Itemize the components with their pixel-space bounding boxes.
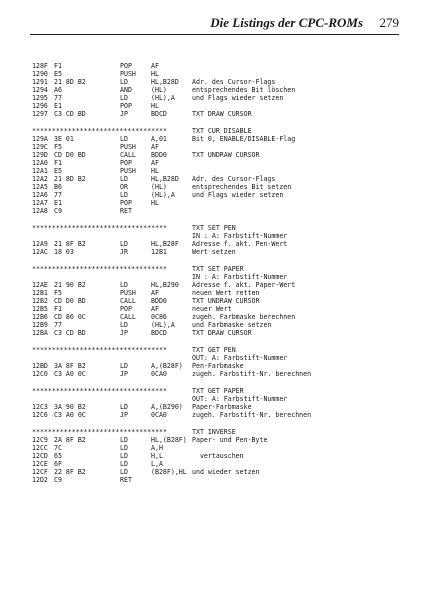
line-comment: TXT DRAW CURSOR [192, 110, 252, 118]
line-bytes: E1 [54, 102, 62, 110]
line-bytes: 21 90 B2 [54, 281, 86, 289]
routine-name: TXT GET PAPER [192, 387, 244, 395]
line-bytes: 3A 8F B2 [54, 362, 86, 370]
line-bytes: 7C [54, 444, 62, 452]
line-address: 1296 [32, 102, 48, 110]
listing-line [32, 110, 412, 118]
line-operand: HL [151, 70, 159, 78]
block-gap [32, 378, 412, 387]
separator-stars: ********************************** [32, 224, 167, 232]
line-comment: entsprechendes Bit setzen [192, 183, 292, 191]
routine-header [32, 346, 412, 354]
listing-line [32, 102, 412, 110]
line-address: 12BA [32, 329, 48, 337]
listing-line [32, 94, 412, 102]
line-comment: Paper- und Pen-Byte [192, 436, 268, 444]
routine-name: TXT GET PEN [192, 346, 236, 354]
listing-line [32, 86, 412, 94]
listing-line [32, 297, 412, 305]
line-bytes: 21 8F B2 [54, 240, 86, 248]
separator-stars: ********************************** [32, 428, 167, 436]
line-mnemonic: LD [120, 321, 128, 329]
running-title: Die Listings der CPC-ROMs [210, 15, 363, 30]
line-mnemonic: JP [120, 370, 128, 378]
line-address: 12B6 [32, 313, 48, 321]
listing-line [32, 199, 412, 207]
line-address: 12B2 [32, 297, 48, 305]
routine-name: TXT CUR DISABLE [192, 127, 252, 135]
line-mnemonic: LD [120, 444, 128, 452]
line-comment: Adresse f. akt. Paper-Wert [192, 281, 296, 289]
line-operand: AF [151, 289, 159, 297]
line-bytes: C9 [54, 476, 62, 484]
line-mnemonic: OR [120, 183, 128, 191]
line-bytes: CD 86 0C [54, 313, 86, 321]
line-operand: A,(B28F) [151, 362, 183, 370]
line-bytes: E5 [54, 70, 62, 78]
routine-info [32, 232, 412, 240]
routine-header [32, 265, 412, 273]
listing-line [32, 329, 412, 337]
line-address: 129C [32, 143, 48, 151]
listing-line [32, 175, 412, 183]
line-bytes: CD D0 BD [54, 151, 86, 159]
line-operand: BDCD [151, 329, 167, 337]
line-bytes: C3 A0 0C [54, 411, 86, 419]
listing-line [32, 151, 412, 159]
line-operand: BDD0 [151, 151, 167, 159]
listing-line [32, 321, 412, 329]
listing-line [32, 248, 412, 256]
line-operand: 12B1 [151, 248, 167, 256]
page-number: 279 [379, 15, 399, 30]
line-address: 12AC [32, 248, 48, 256]
line-mnemonic: PUSH [120, 70, 136, 78]
line-bytes: F5 [54, 143, 62, 151]
line-bytes: CD D0 BD [54, 297, 86, 305]
line-operand: BDCD [151, 110, 167, 118]
listing-line [32, 460, 412, 468]
line-bytes: 77 [54, 94, 62, 102]
assembly-listing [32, 62, 412, 484]
line-address: 12A2 [32, 175, 48, 183]
routine-header [32, 428, 412, 436]
listing-line [32, 62, 412, 70]
line-operand: HL [151, 102, 159, 110]
line-bytes: 77 [54, 321, 62, 329]
line-comment: und Flags wieder setzen [192, 191, 284, 199]
line-mnemonic: PUSH [120, 143, 136, 151]
line-mnemonic: RET [120, 207, 132, 215]
line-mnemonic: LD [120, 468, 128, 476]
line-comment: Adresse f. akt. Pen-Wert [192, 240, 288, 248]
line-mnemonic: LD [120, 281, 128, 289]
listing-line [32, 452, 412, 460]
line-comment: entsprechendes Bit löschen [192, 86, 296, 94]
line-comment: Adr. des Cursor-Flags [192, 78, 276, 86]
block-gap [32, 256, 412, 265]
line-bytes: F1 [54, 62, 62, 70]
routine-info-text: IN : A: Farbstift-Nummer [192, 273, 288, 281]
line-comment: zugeh. Farbmaske berechnen [192, 313, 296, 321]
line-bytes: 18 03 [54, 248, 74, 256]
line-operand: HL,B290 [151, 281, 179, 289]
line-comment: TXT UNDRAW CURSOR [192, 151, 260, 159]
line-comment: TXT DRAW CURSOR [192, 329, 252, 337]
listing-line [32, 191, 412, 199]
line-address: 12A0 [32, 159, 48, 167]
line-comment: Pen-Farbmaske [192, 362, 244, 370]
listing-line [32, 362, 412, 370]
line-operand: AF [151, 62, 159, 70]
listing-line [32, 403, 412, 411]
line-bytes: F1 [54, 305, 62, 313]
line-comment: Wert setzen [192, 248, 236, 256]
line-address: 12A7 [32, 199, 48, 207]
line-comment: neuer Wert [192, 305, 232, 313]
listing-line [32, 305, 412, 313]
listing-line [32, 444, 412, 452]
line-mnemonic: JR [120, 248, 128, 256]
line-address: 1294 [32, 86, 48, 94]
line-operand: (HL),A [151, 321, 175, 329]
line-address: 12A8 [32, 207, 48, 215]
line-mnemonic: JP [120, 110, 128, 118]
line-bytes: 21 8D B2 [54, 175, 86, 183]
line-comment: Paper-Farbmaske [192, 403, 252, 411]
listing-line [32, 183, 412, 191]
line-bytes: 21 8D B2 [54, 78, 86, 86]
line-mnemonic: LD [120, 135, 128, 143]
line-mnemonic: CALL [120, 151, 136, 159]
line-address: 12AE [32, 281, 48, 289]
block-gap [32, 215, 412, 224]
line-address: 12C6 [32, 411, 48, 419]
listing-line [32, 468, 412, 476]
line-address: 12A1 [32, 167, 48, 175]
listing-line [32, 313, 412, 321]
listing-line [32, 281, 412, 289]
line-mnemonic: POP [120, 62, 132, 70]
routine-name: TXT SET PAPER [192, 265, 244, 273]
routine-header [32, 224, 412, 232]
line-operand: HL,B28F [151, 240, 179, 248]
line-address: 1290 [32, 70, 48, 78]
line-bytes: F1 [54, 159, 62, 167]
line-mnemonic: JP [120, 329, 128, 337]
line-comment: Adr. des Cursor-Flags [192, 175, 276, 183]
listing-line [32, 411, 412, 419]
line-mnemonic: PUSH [120, 289, 136, 297]
separator-stars: ********************************** [32, 346, 167, 354]
line-mnemonic: LD [120, 191, 128, 199]
separator-stars: ********************************** [32, 387, 167, 395]
listing-line [32, 289, 412, 297]
listing-line [32, 207, 412, 215]
line-mnemonic: POP [120, 305, 132, 313]
line-address: 1295 [32, 94, 48, 102]
line-bytes: 77 [54, 191, 62, 199]
routine-info [32, 273, 412, 281]
separator-stars: ********************************** [32, 265, 167, 273]
line-mnemonic: LD [120, 362, 128, 370]
routine-info [32, 395, 412, 403]
line-operand: AF [151, 143, 159, 151]
line-operand: (HL) [151, 183, 167, 191]
line-address: 128F [32, 62, 48, 70]
line-comment: vertauschen [192, 452, 244, 460]
line-mnemonic: LD [120, 403, 128, 411]
block-gap [32, 419, 412, 428]
line-address: 12D2 [32, 476, 48, 484]
routine-header [32, 127, 412, 135]
line-mnemonic: LD [120, 460, 128, 468]
line-bytes: E1 [54, 199, 62, 207]
line-address: 12B1 [32, 289, 48, 297]
listing-line [32, 78, 412, 86]
line-address: 1297 [32, 110, 48, 118]
listing-line [32, 143, 412, 151]
line-address: 12C0 [32, 370, 48, 378]
line-operand: (HL) [151, 86, 167, 94]
line-address: 12CE [32, 460, 48, 468]
line-mnemonic: JP [120, 411, 128, 419]
line-comment: Bit 0, ENABLE/DISABLE-Flag [192, 135, 296, 143]
routine-name: TXT INVERSE [192, 428, 236, 436]
line-address: 12A5 [32, 183, 48, 191]
listing-line [32, 70, 412, 78]
line-bytes: 3A 90 B2 [54, 403, 86, 411]
line-address: 1291 [32, 78, 48, 86]
separator-stars: ********************************** [32, 127, 167, 135]
line-bytes: 65 [54, 452, 62, 460]
line-operand: AF [151, 159, 159, 167]
line-address: 12BD [32, 362, 48, 370]
line-bytes: C3 A0 0C [54, 370, 86, 378]
block-gap [32, 118, 412, 127]
line-operand: HL,B28D [151, 175, 179, 183]
line-operand: BDD0 [151, 297, 167, 305]
listing-line [32, 476, 412, 484]
listing-line [32, 240, 412, 248]
routine-header [32, 387, 412, 395]
routine-info [32, 354, 412, 362]
line-operand: 0C86 [151, 313, 167, 321]
listing-line [32, 167, 412, 175]
line-mnemonic: CALL [120, 313, 136, 321]
page-header [30, 14, 399, 35]
line-mnemonic: PUSH [120, 167, 136, 175]
line-bytes: 2A 8F B2 [54, 436, 86, 444]
line-bytes: 3E 01 [54, 135, 74, 143]
line-mnemonic: CALL [120, 297, 136, 305]
line-mnemonic: LD [120, 78, 128, 86]
line-mnemonic: LD [120, 240, 128, 248]
line-address: 12B5 [32, 305, 48, 313]
line-operand: L,A [151, 460, 163, 468]
line-comment: und Flags wieder setzen [192, 94, 284, 102]
line-operand: HL [151, 167, 159, 175]
listing-line [32, 159, 412, 167]
listing-line [32, 436, 412, 444]
line-operand: A,H [151, 444, 163, 452]
line-bytes: C3 CD BD [54, 110, 86, 118]
line-address: 129D [32, 151, 48, 159]
line-bytes: E5 [54, 167, 62, 175]
line-operand: (B28F),HL [151, 468, 187, 476]
line-operand: (HL),A [151, 191, 175, 199]
listing-line [32, 370, 412, 378]
line-mnemonic: LD [120, 452, 128, 460]
line-bytes: A6 [54, 86, 62, 94]
line-mnemonic: POP [120, 199, 132, 207]
line-operand: H,L [151, 452, 163, 460]
line-operand: 0CA0 [151, 370, 167, 378]
line-comment: zugeh. Farbstift-Nr. berechnen [192, 411, 312, 419]
line-address: 12A9 [32, 240, 48, 248]
line-mnemonic: LD [120, 175, 128, 183]
line-bytes: C3 CD BD [54, 329, 86, 337]
line-bytes: C9 [54, 207, 62, 215]
line-operand: (HL),A [151, 94, 175, 102]
routine-info-text: IN : A: Farbstift-Nummer [192, 232, 288, 240]
line-operand: 0CA0 [151, 411, 167, 419]
line-mnemonic: LD [120, 94, 128, 102]
block-gap [32, 337, 412, 346]
line-address: 12CD [32, 452, 48, 460]
line-bytes: F5 [54, 289, 62, 297]
line-operand: HL,B28D [151, 78, 179, 86]
line-comment: TXT UNDRAW CURSOR [192, 297, 260, 305]
routine-name: TXT SET PEN [192, 224, 236, 232]
line-operand: HL [151, 199, 159, 207]
routine-info-text: OUT: A: Farbstift-Nummer [192, 395, 288, 403]
line-address: 12CC [32, 444, 48, 452]
line-mnemonic: AND [120, 86, 132, 94]
line-comment: neuen Wert retten [192, 289, 260, 297]
line-mnemonic: POP [120, 102, 132, 110]
line-comment: und wieder setzen [192, 468, 260, 476]
line-address: 12A6 [32, 191, 48, 199]
line-mnemonic: RET [120, 476, 132, 484]
listing-line [32, 135, 412, 143]
line-address: 12C9 [32, 436, 48, 444]
line-mnemonic: POP [120, 159, 132, 167]
line-comment: und Farbmaske setzen [192, 321, 272, 329]
line-address: 12B9 [32, 321, 48, 329]
line-address: 12CF [32, 468, 48, 476]
line-comment: zugeh. Farbstift-Nr. berechnen [192, 370, 312, 378]
line-operand: A,01 [151, 135, 167, 143]
line-bytes: 6F [54, 460, 62, 468]
line-mnemonic: LD [120, 436, 128, 444]
line-address: 12C3 [32, 403, 48, 411]
line-bytes: B6 [54, 183, 62, 191]
line-address: 129A [32, 135, 48, 143]
routine-info-text: OUT: A: Farbstift-Nummer [192, 354, 288, 362]
line-bytes: 22 8F B2 [54, 468, 86, 476]
line-operand: A,(B290) [151, 403, 183, 411]
line-operand: HL,(B28F) [151, 436, 187, 444]
line-operand: AF [151, 305, 159, 313]
